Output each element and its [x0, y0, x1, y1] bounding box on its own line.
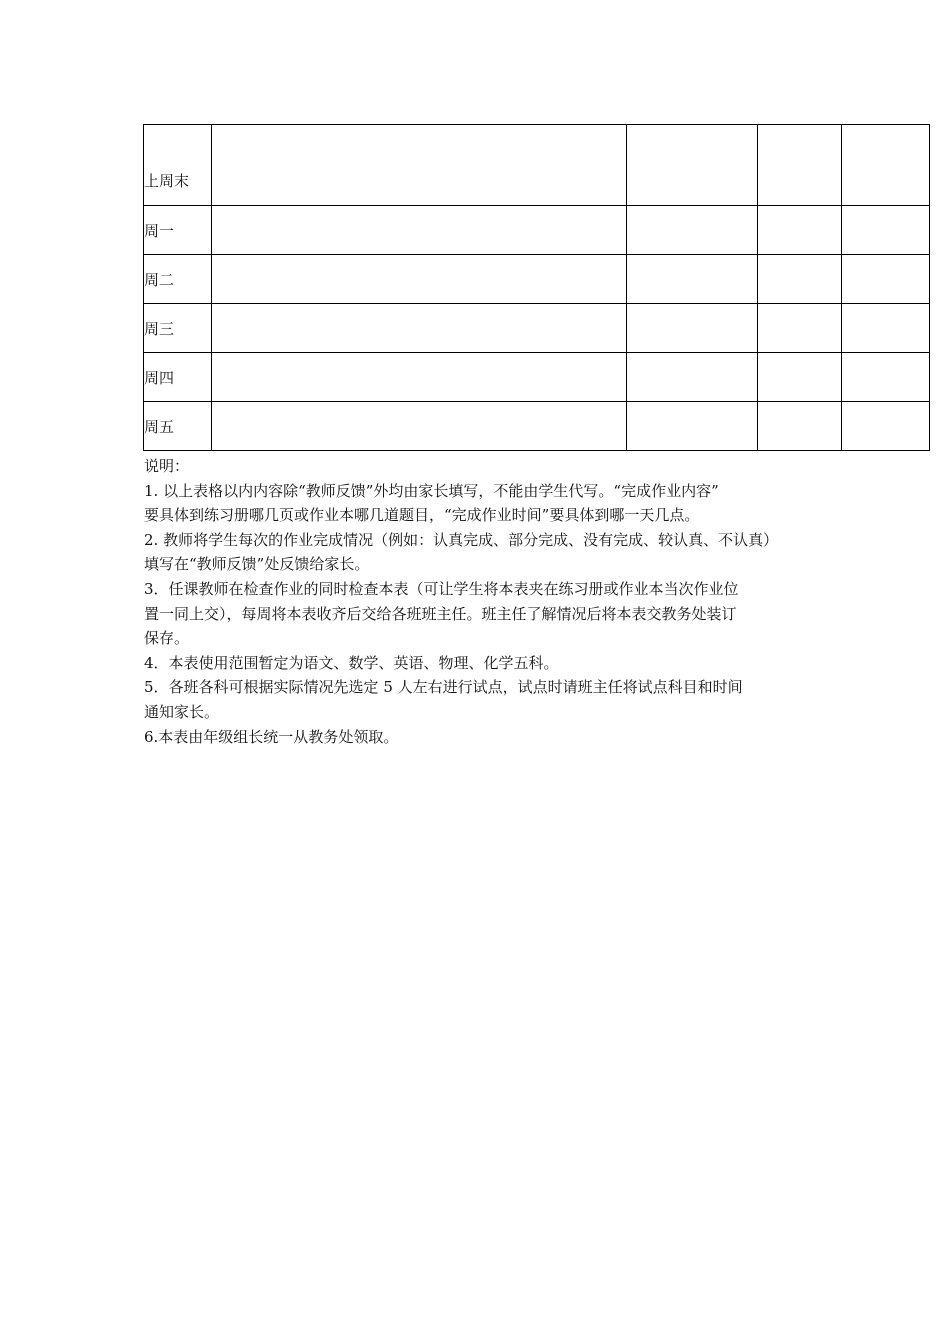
time-cell	[627, 206, 758, 255]
homework-record-table	[143, 124, 930, 451]
content-cell	[212, 125, 627, 206]
time-cell	[627, 402, 758, 451]
instructions-notes	[144, 454, 824, 749]
row-label: 周三	[144, 304, 212, 353]
notes-line: 置一同上交），每周将本表收齐后交给各班班主任。班主任了解情况后将本表交教务处装订	[144, 604, 737, 623]
table-row-monday	[144, 206, 930, 255]
notes-line: 2. 教师将学生每次的作业完成情况（例如：认真完成、部分完成、没有完成、较认真、不认真）	[144, 530, 779, 549]
notes-line: 填写在“教师反馈”处反馈给家长。	[144, 555, 370, 574]
row-label: 周二	[144, 255, 212, 304]
signature-cell	[758, 125, 842, 206]
notes-line: 4．本表使用范围暂定为语文、数学、英语、物理、化学五科。	[144, 653, 559, 672]
table-row-thursday	[144, 353, 930, 402]
time-cell	[627, 304, 758, 353]
time-cell	[627, 353, 758, 402]
content-cell	[212, 304, 627, 353]
feedback-cell	[842, 125, 930, 206]
content-cell	[212, 353, 627, 402]
notes-line: 保存。	[144, 629, 190, 648]
notes-line: 5．各班各科可根据实际情况先选定 5 人左右进行试点，试点时请班主任将试点科目和时间	[144, 678, 743, 697]
content-cell	[212, 402, 627, 451]
table-row-tuesday	[144, 255, 930, 304]
signature-cell	[758, 304, 842, 353]
notes-line: 通知家长。	[144, 702, 220, 721]
feedback-cell	[842, 304, 930, 353]
feedback-cell	[842, 402, 930, 451]
row-label: 上周末	[144, 172, 190, 190]
notes-heading: 说明：	[144, 457, 190, 475]
feedback-cell	[842, 255, 930, 304]
notes-line: 3．任课教师在检查作业的同时检查本表（可让学生将本表夹在练习册或作业本当次作业位	[144, 579, 739, 598]
time-cell	[627, 125, 758, 206]
notes-line: 1. 以上表格以内内容除“教师反馈”外均由家长填写，不能由学生代写。“完成作业内容”	[144, 481, 719, 500]
row-label-cell	[144, 125, 212, 206]
signature-cell	[758, 353, 842, 402]
feedback-cell	[842, 353, 930, 402]
table-row-last-weekend	[144, 125, 930, 206]
time-cell	[627, 255, 758, 304]
row-label: 周一	[144, 206, 212, 255]
notes-line: 要具体到练习册哪几页或作业本哪几道题目，“完成作业时间”要具体到哪一天几点。	[144, 506, 700, 525]
table-row-wednesday	[144, 304, 930, 353]
content-cell	[212, 255, 627, 304]
table-row-friday	[144, 402, 930, 451]
notes-line: 6.本表由年级组长统一从教务处领取。	[144, 727, 399, 746]
signature-cell	[758, 255, 842, 304]
signature-cell	[758, 206, 842, 255]
signature-cell	[758, 402, 842, 451]
row-label: 周四	[144, 353, 212, 402]
content-cell	[212, 206, 627, 255]
feedback-cell	[842, 206, 930, 255]
row-label: 周五	[144, 402, 212, 451]
